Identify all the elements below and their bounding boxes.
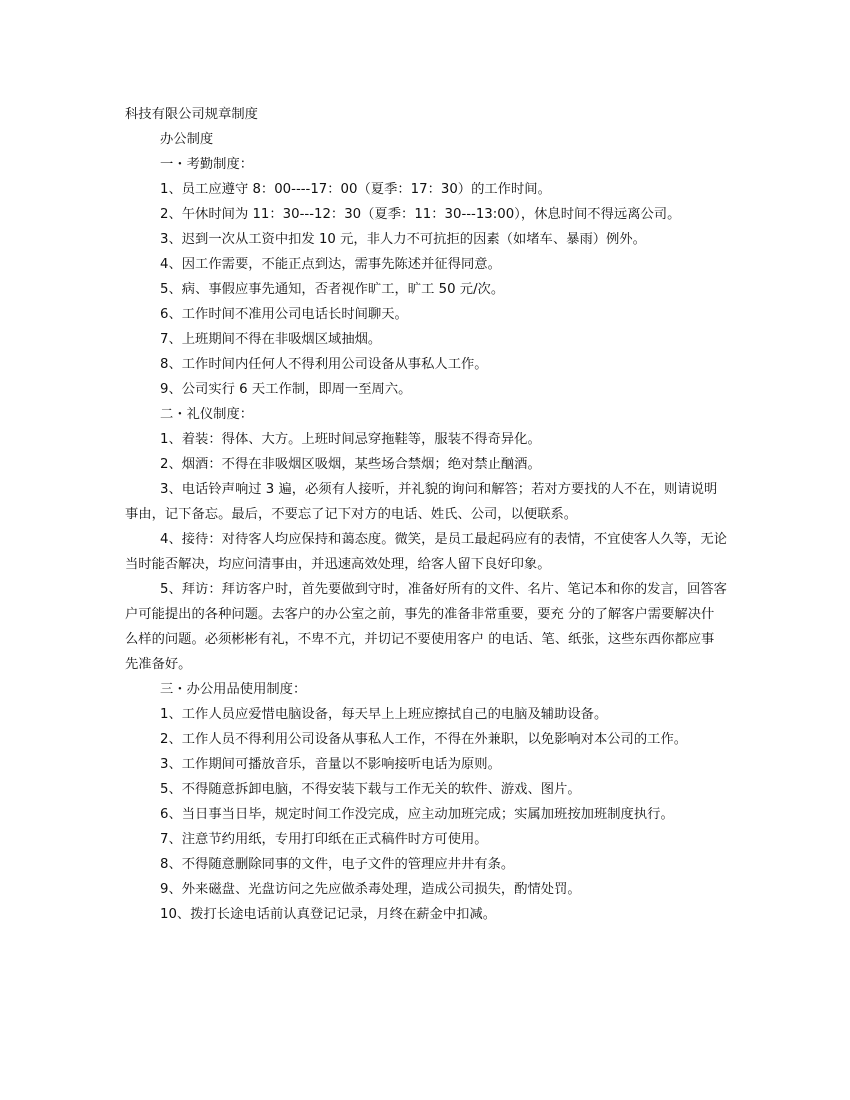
- list-item: 2、午休时间为 11：30---12：30（夏季：11：30---13:00），休息时间不得远离公司。: [160, 207, 681, 222]
- list-item: 5、拜访：拜访客户时，首先要做到守时，准备好所有的文件、名片、笔记本和你的发言，回答客户可能提出的各种问题。去客户的办公室之前，事先的准备非常重要，要充 分的了解客户需要解决什么样的问题。必须彬彬有礼，不卑不亢，并切记不要使用客户 的电话、笔、纸张，这些东西你都应事先准备好。: [125, 582, 727, 672]
- list-item: 6、当日事当日毕，规定时间工作没完成，应主动加班完成；实属加班按加班制度执行。: [160, 807, 674, 822]
- list-item: 2、工作人员不得利用公司设备从事私人工作，不得在外兼职，以免影响对本公司的工作。: [160, 732, 688, 747]
- list-item: 5、不得随意拆卸电脑，不得安装下载与工作无关的软件、游戏、图片。: [160, 782, 581, 797]
- list-item: 6、工作时间不准用公司电话长时间聊天。: [160, 307, 408, 322]
- list-item: 3、工作期间可播放音乐，音量以不影响接听电话为原则。: [160, 757, 501, 772]
- list-item: 1、着装：得体、大方。上班时间忌穿拖鞋等，服装不得奇异化。: [160, 432, 541, 447]
- list-item: 2、烟酒：不得在非吸烟区吸烟，某些场合禁烟；绝对禁止酗酒。: [160, 457, 541, 472]
- list-item: 7、注意节约用纸，专用打印纸在正式稿件时方可使用。: [160, 832, 488, 847]
- document-subtitle: 办公制度: [160, 132, 214, 147]
- list-item: 3、电话铃声响过 3 遍，必须有人接听，并礼貌的询问和解答；若对方要找的人不在，则请说明事由，记下备忘。最后，不要忘了记下对方的电话、姓氏、公司，以便联系。: [125, 482, 718, 522]
- list-item: 4、因工作需要，不能正点到达，需事先陈述并征得同意。: [160, 257, 501, 272]
- list-item: 1、员工应遵守 8：00----17：00（夏季：17：30）的工作时间。: [160, 182, 551, 197]
- section-heading: 三・办公用品使用制度：: [160, 682, 307, 697]
- list-item: 1、工作人员应爱惜电脑设备，每天早上上班应擦拭自己的电脑及辅助设备。: [160, 707, 608, 722]
- section-heading: 一・考勤制度：: [160, 157, 254, 172]
- section-heading: 二・礼仪制度：: [160, 407, 254, 422]
- list-item: 3、迟到一次从工资中扣发 10 元，非人力不可抗拒的因素（如堵车、暴雨）例外。: [160, 232, 646, 247]
- list-item: 8、不得随意删除同事的文件，电子文件的管理应井井有条。: [160, 857, 515, 872]
- list-item: 4、接待：对待客人均应保持和蔼态度。微笑，是员工最起码应有的表情，不宜使客人久等，无论当时能否解决，均应问清事由，并迅速高效处理，给客人留下良好印象。: [125, 532, 727, 572]
- document-page: [125, 102, 727, 927]
- list-item: 5、病、事假应事先通知，否者视作旷工，旷工 50 元/次。: [160, 282, 505, 297]
- list-item: 9、公司实行 6 天工作制，即周一至周六。: [160, 382, 412, 397]
- document-title: 科技有限公司规章制度: [125, 107, 258, 122]
- list-item: 8、工作时间内任何人不得利用公司设备从事私人工作。: [160, 357, 488, 372]
- list-item: 9、外来磁盘、光盘访问之先应做杀毒处理，造成公司损失，酌情处罚。: [160, 882, 581, 897]
- list-item: 7、上班期间不得在非吸烟区域抽烟。: [160, 332, 382, 347]
- list-item: 10、拨打长途电话前认真登记记录，月终在薪金中扣减。: [160, 907, 497, 922]
